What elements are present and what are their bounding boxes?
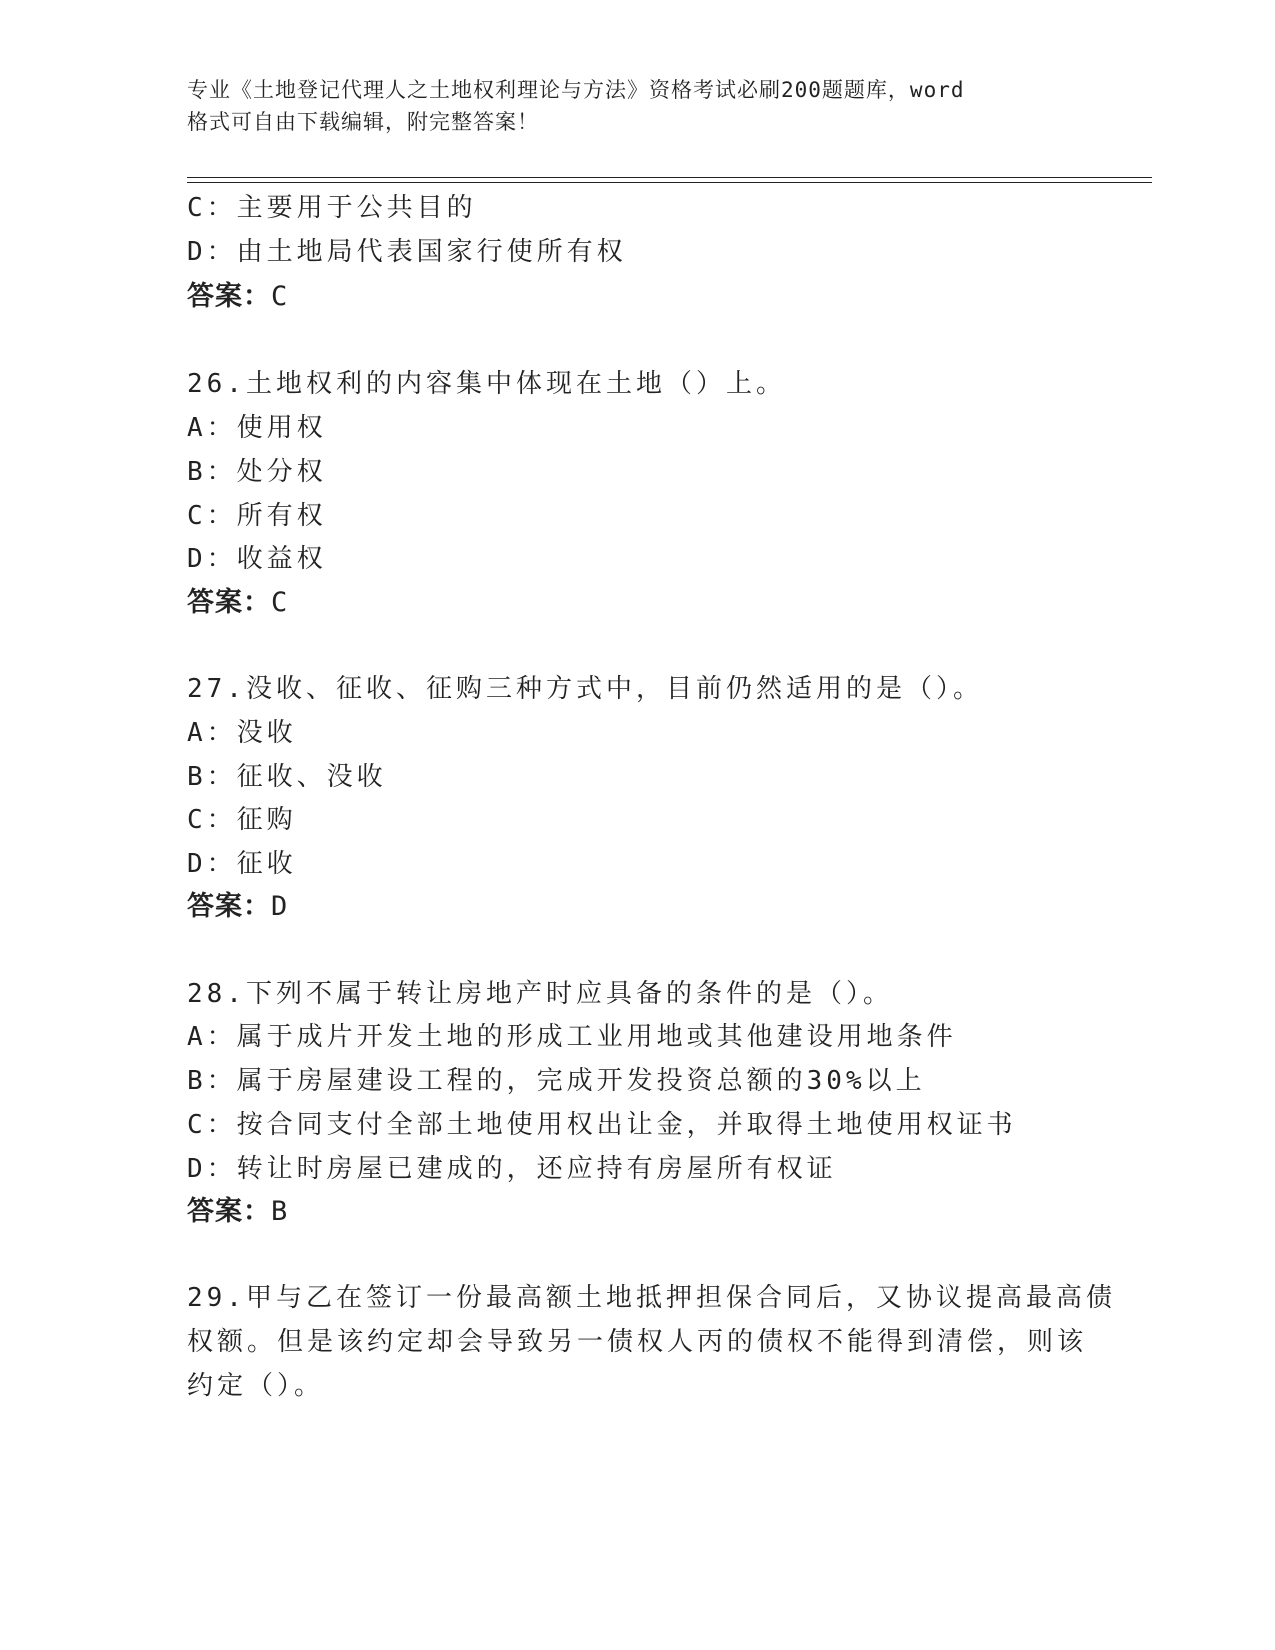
question-stem: 26.土地权利的内容集中体现在土地（）上。 <box>187 369 786 399</box>
header-divider-top <box>187 177 1152 178</box>
option-b: B：征收、没收 <box>187 762 387 792</box>
answer-value: B <box>271 1196 289 1227</box>
option-d: D：收益权 <box>187 544 327 574</box>
answer-value: C <box>271 587 289 618</box>
option-b: B：处分权 <box>187 457 327 487</box>
option-a: A：没收 <box>187 718 297 748</box>
header-divider-bottom <box>187 182 1152 183</box>
answer-value: C <box>271 281 289 312</box>
question-stem-line-2: 权额。但是该约定却会导致另一债权人丙的债权不能得到清偿，则该 <box>187 1327 1088 1357</box>
answer-value: D <box>271 891 289 922</box>
option-c: C：征购 <box>187 805 297 835</box>
answer-line <box>187 587 288 619</box>
answer-label: 答案： <box>187 587 271 618</box>
option-a: A：属于成片开发土地的形成工业用地或其他建设用地条件 <box>187 1022 957 1052</box>
answer-label: 答案： <box>187 1196 271 1227</box>
option-c: C：所有权 <box>187 501 327 531</box>
question-stem: 27.没收、征收、征购三种方式中，目前仍然适用的是（）。 <box>187 674 983 704</box>
answer-label: 答案： <box>187 891 271 922</box>
answer-line <box>187 281 288 313</box>
answer-line <box>187 1196 288 1228</box>
option-c: C：按合同支付全部土地使用权出让金，并取得土地使用权证书 <box>187 1110 1017 1140</box>
answer-label: 答案： <box>187 281 271 312</box>
option-b: B：属于房屋建设工程的，完成开发投资总额的30%以上 <box>187 1066 926 1096</box>
question-stem-line-1: 29.甲与乙在签订一份最高额土地抵押担保合同后，又协议提高最高债 <box>187 1283 1116 1313</box>
document-header <box>187 74 1067 138</box>
answer-line <box>187 891 288 923</box>
question-stem-line-3: 约定（）。 <box>187 1371 325 1401</box>
header-line-2: 格式可自由下载编辑，附完整答案！ <box>187 110 539 134</box>
option-d: D：由土地局代表国家行使所有权 <box>187 237 627 267</box>
option-a: A：使用权 <box>187 413 327 443</box>
option-d: D：征收 <box>187 849 297 879</box>
header-line-1: 专业《土地登记代理人之土地权利理论与方法》资格考试必刷200题题库，word <box>187 78 965 102</box>
question-stem: 28.下列不属于转让房地产时应具备的条件的是（）。 <box>187 979 893 1009</box>
option-c: C：主要用于公共目的 <box>187 193 477 223</box>
option-d: D：转让时房屋已建成的，还应持有房屋所有权证 <box>187 1154 837 1184</box>
